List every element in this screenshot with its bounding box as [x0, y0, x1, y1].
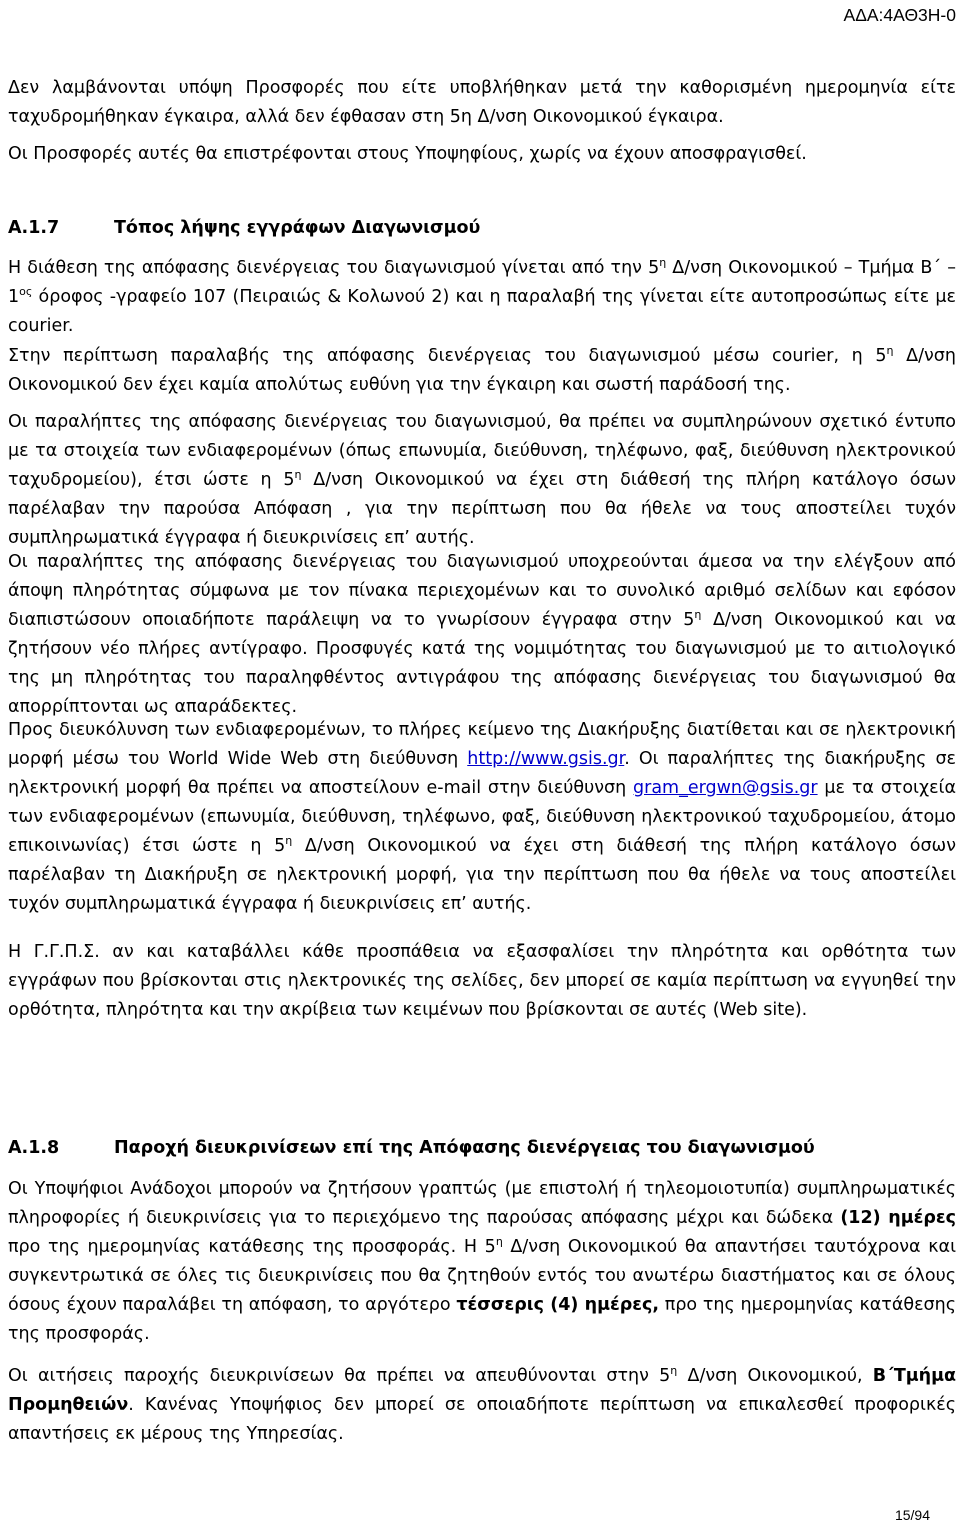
page-number: 15/94	[894, 1507, 930, 1523]
section-heading-a18	[8, 1134, 956, 1163]
intro-paragraph-1: Δεν λαμβάνονται υπόψη Προσφορές που είτε υποβλήθηκαν μετά την καθορισμένη ημερομηνία είτε ταχυδρομήθηκαν έγκαιρα, αλλά δεν έφθασαν στη 5η Δ/νση Οικονομικού έγκαιρα.	[8, 78, 956, 127]
gsis-website-link[interactable]: http://www.gsis.gr	[467, 749, 625, 769]
contact-email-link[interactable]: gram_ergwn@gsis.gr	[633, 778, 818, 798]
a18-paragraph-2: Οι αιτήσεις παροχής διευκρινίσεων θα πρέπει να απευθύνονται στην $5^\eta$ Δ/νση Οικονομικού, Β΄Τμήμα Προμηθειών. Κανένας Υποψήφιος δεν μπορεί σε οποιαδήποτε περίπτωση να επικαλεσθεί προφορικές απαντήσεις εκ μέρους της Υπηρεσίας.	[8, 1364, 957, 1444]
a17-paragraph-2: Στην περίπτωση παραλαβής της απόφασης διενέργειας του διαγωνισμού μέσω courier, η $5^\eta$ Δ/νση Οικονομικού δεν έχει καμία απολύτως ευθύνη για την έγκαιρη και σωστή παράδοσή της.	[8, 344, 956, 395]
a17-paragraph-4: Οι παραλήπτες της απόφασης διενέργειας του διαγωνισμού υποχρεούνται άμεσα να την ελέγξουν από άποψη πληρότητας σύμφωνα με τον πίνακα περιεχομένων και το συνολικό αριθμό σελίδων και εφόσον διαπιστώσουν οποιαδήποτε παράλειψη να το γνωρίσουν έγγραφα στην $5^\eta$ Δ/νση Οικονομικού και να ζητήσουν νέο πλήρες αντίγραφο. Προσφυγές κατά της νομιμότητας του διαγωνισμού με το αιτιολογικό της μη πληρότητας του παραληφθέντος αντιγράφου της απόφασης διενέργειας του διαγωνισμού θα απορρίπτονται ως απαράδεκτες.	[8, 552, 956, 717]
section-title: Τόπος λήψης εγγράφων Διαγωνισμού	[114, 218, 481, 238]
section-heading-a17	[8, 214, 956, 243]
a17-paragraph-6: Η Γ.Γ.Π.Σ. αν και καταβάλλει κάθε προσπάθεια να εξασφαλίσει την πληρότητα και ορθότητα των εγγράφων που βρίσκονται στις ηλεκτρονικές της σελίδες, δεν μπορεί σε καμία περίπτωση να εγγυηθεί την ορθότητα, πληρότητα και την ακρίβεια των κειμένων που βρίσκονται σε αυτές (Web site).	[8, 942, 956, 1020]
section-number: Α.1.7	[8, 218, 60, 238]
section-number: Α.1.8	[8, 1138, 60, 1158]
section-title: Παροχή διευκρινίσεων επί της Απόφασης διενέργειας του διαγωνισμού	[114, 1138, 815, 1158]
a18-paragraph-1: Οι Υποψήφιοι Ανάδοχοι μπορούν να ζητήσουν γραπτώς (με επιστολή ή τηλεομοιοτυπία) συμπληρωματικές πληροφορίες ή διευκρινίσεις για το περιεχόμενο της παρούσας απόφασης μέχρι και δώδεκα (12) ημέρες προ της ημερομηνίας κατάθεσης της προσφοράς. Η $5^\eta$ Δ/νση Οικονομικού θα απαντήσει ταυτόχρονα και συγκεντρωτικά σε όλες τις διευκρινίσεις που θα ζητηθούν εντός του ανωτέρω διαστήματος και σε όλους όσους έχουν παραλάβει τη απόφαση, το αργότερο τέσσερις (4) ημέρες, προ της ημερομηνίας κατάθεσης της προσφοράς.	[8, 1179, 956, 1344]
a17-paragraph-3: Οι παραλήπτες της απόφασης διενέργειας του διαγωνισμού, θα πρέπει να συμπληρώνουν σχετικό έντυπο με τα στοιχεία των ενδιαφερομένων (όπως επωνυμία, διεύθυνση, τηλέφωνο, φαξ, διεύθυνση ηλεκτρονικού ταχυδρομείου), έτσι ώστε η $5^\eta$ Δ/νση Οικονομικού να έχει στη διάθεσή της πλήρη κατάλογο όσων παρέλαβαν την παρούσα Απόφαση , για την περίπτωση που θα ήθελε να τους αποστείλει τυχόν συμπληρωματικά έγγραφα ή διευκρινίσεις επ’ αυτής.	[8, 412, 956, 548]
intro-paragraph-2: Οι Προσφορές αυτές θα επιστρέφονται στους Υποψηφίους, χωρίς να έχουν αποσφραγισθεί.	[8, 144, 807, 164]
a17-paragraph-1: Η διάθεση της απόφασης διενέργειας του διαγωνισμού γίνεται από την $5^\eta$ Δ/νση Οικονομικού – Τμήμα $B΄ - 1^{o\varsigma}$ όροφος -γραφείο 107 (Πειραιώς & Κολωνού 2) και η παραλαβή της γίνεται είτε αυτοπροσώπως είτε με courier.	[8, 256, 956, 336]
document-code: ΑΔΑ:4ΑΘ3Η-0	[843, 5, 956, 25]
a17-paragraph-5: Προς διευκόλυνση των ενδιαφερομένων, το πλήρες κείμενο της Διακήρυξης διατίθεται και σε ηλεκτρονική μορφή μέσω του World Wide Web στη διεύθυνση http://www.gsis.gr. Οι παραλήπτες της διακήρυξης σε ηλεκτρονική μορφή θα πρέπει να αποστείλουν e-mail στην διεύθυνση gram_ergwn@gsis.gr με τα στοιχεία των ενδιαφερομένων (επωνυμία, διεύθυνση, τηλέφωνο, φαξ, διεύθυνση ηλεκτρονικού ταχυδρομείου, άτομο επικοινωνίας) έτσι ώστε η $5^\eta$ Δ/νση Οικονομικού να έχει στη διάθεσή της πλήρη κατάλογο όσων παρέλαβαν τη Διακήρυξη σε ηλεκτρονική μορφή, για την περίπτωση που θα ήθελε να τους αποστείλει τυχόν συμπληρωματικά έγγραφα ή διευκρινίσεις επ’ αυτής.	[8, 720, 956, 914]
